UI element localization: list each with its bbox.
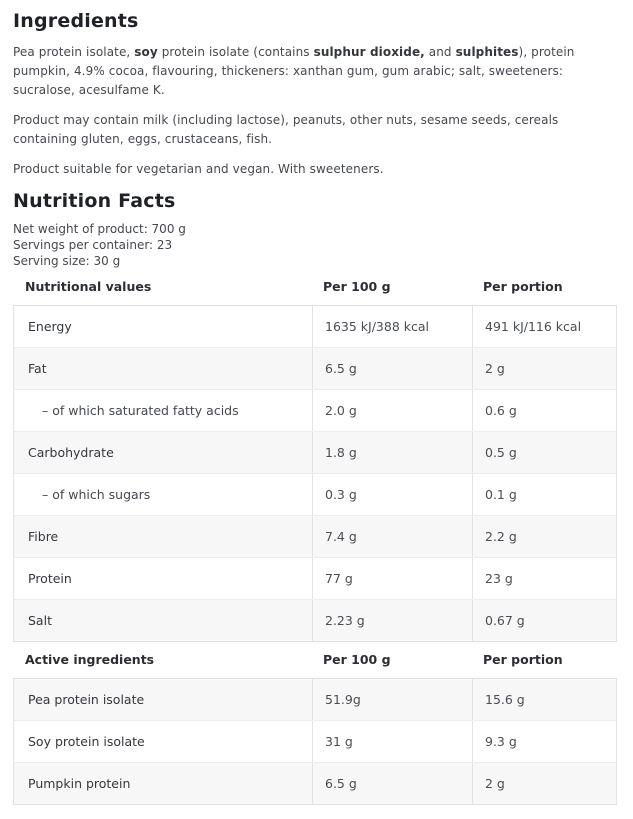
table-row — [14, 557, 616, 599]
per-100g-value: 77 g — [312, 558, 472, 599]
active-ingredients-table-body — [13, 678, 617, 805]
per-100g-value: 1635 kJ/388 kcal — [312, 306, 472, 347]
row-label: Soy protein isolate — [28, 734, 145, 749]
allergen-warning-paragraph: Product may contain milk (including lactose), peanuts, other nuts, sesame seeds, cereals containing gluten, eggs, crustaceans, fish. — [13, 113, 559, 146]
column-header-per-100g: Per 100 g — [323, 652, 391, 667]
per-100g-value: 31 g — [312, 721, 472, 762]
row-label: – of which sugars — [42, 487, 151, 502]
allergen-sulphites-text: sulphites — [455, 45, 519, 59]
table-row — [14, 431, 616, 473]
row-label: – of which saturated fatty acids — [42, 403, 239, 418]
table-row — [14, 599, 616, 641]
active-ingredients-table — [13, 652, 617, 805]
nutrition-table-body — [13, 305, 617, 642]
per-100g-value: 0.3 g — [312, 474, 472, 515]
serving-info — [13, 221, 617, 269]
suitability-paragraph: Product suitable for vegetarian and vegan. With sweeteners. — [13, 162, 384, 176]
row-label: Fibre — [28, 529, 59, 544]
table-row — [14, 306, 616, 347]
row-label: Energy — [28, 319, 72, 334]
per-portion-value: 2 g — [472, 348, 616, 389]
per-portion-value: 0.6 g — [472, 390, 616, 431]
allergen-sulphur-dioxide-text: sulphur dioxide, — [313, 45, 425, 59]
row-label: Pumpkin protein — [28, 776, 131, 791]
net-weight-text: Net weight of product: 700 g — [13, 222, 186, 236]
nutrition-table — [13, 279, 617, 642]
ingredients-heading: Ingredients — [13, 10, 139, 32]
table-row — [14, 347, 616, 389]
per-portion-value: 491 kJ/116 kcal — [472, 306, 616, 347]
ingredients-paragraph — [13, 43, 617, 100]
per-portion-value: 23 g — [472, 558, 616, 599]
column-header-active-ingredients: Active ingredients — [25, 652, 155, 667]
per-portion-value: 2.2 g — [472, 516, 616, 557]
per-portion-value: 15.6 g — [472, 679, 616, 720]
per-100g-value: 1.8 g — [312, 432, 472, 473]
allergen-soy-text: soy — [134, 45, 158, 59]
nutrition-facts-heading: Nutrition Facts — [13, 190, 176, 212]
table-row — [14, 389, 616, 431]
per-100g-value: 51.9g — [312, 679, 472, 720]
ingredients-text-segment: and — [424, 45, 456, 59]
ingredients-text-segment: ), protein pumpkin, 4.9% cocoa, flavouring, thickeners: xanthan gum, gum arabic; salt, sweeteners: sucralose, acesulfame K. — [13, 45, 575, 97]
row-label: Salt — [28, 613, 52, 628]
column-header-per-portion: Per portion — [483, 652, 563, 667]
per-portion-value: 9.3 g — [472, 721, 616, 762]
per-100g-value: 2.0 g — [312, 390, 472, 431]
servings-per-container-text: Servings per container: 23 — [13, 238, 173, 252]
per-100g-value: 6.5 g — [312, 348, 472, 389]
column-header-per-portion: Per portion — [483, 279, 563, 294]
table-row — [14, 762, 616, 804]
table-row — [14, 679, 616, 720]
per-portion-value: 0.67 g — [472, 600, 616, 641]
per-portion-value: 0.1 g — [472, 474, 616, 515]
row-label: Pea protein isolate — [28, 692, 145, 707]
per-portion-value: 2 g — [472, 763, 616, 804]
row-label: Fat — [28, 361, 47, 376]
table-row — [14, 720, 616, 762]
nutrition-table-header — [13, 279, 617, 305]
ingredients-text-segment: protein isolate (contains — [157, 45, 314, 59]
per-100g-value: 2.23 g — [312, 600, 472, 641]
table-row — [14, 473, 616, 515]
per-portion-value: 0.5 g — [472, 432, 616, 473]
ingredients-text-segment: Pea protein isolate, — [13, 45, 135, 59]
table-row — [14, 515, 616, 557]
per-100g-value: 6.5 g — [312, 763, 472, 804]
per-100g-value: 7.4 g — [312, 516, 472, 557]
active-ingredients-table-header — [13, 652, 617, 678]
column-header-per-100g: Per 100 g — [323, 279, 391, 294]
serving-size-text: Serving size: 30 g — [13, 254, 121, 268]
row-label: Carbohydrate — [28, 445, 114, 460]
column-header-nutritional-values: Nutritional values — [25, 279, 152, 294]
row-label: Protein — [28, 571, 72, 586]
